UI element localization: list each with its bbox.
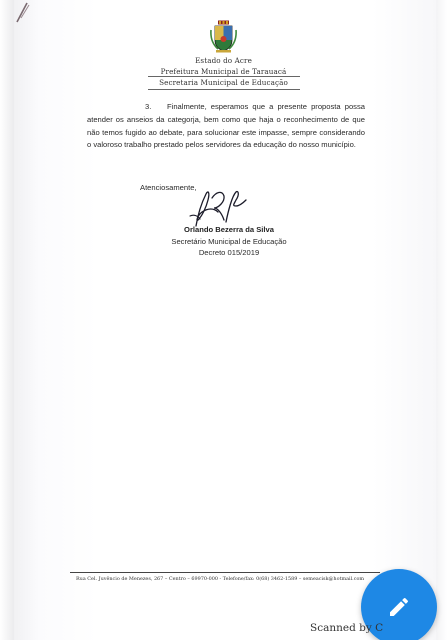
municipal-coat-of-arms-icon <box>210 20 237 53</box>
footer-divider <box>70 572 380 573</box>
pencil-edit-icon <box>387 595 411 619</box>
closing-salutation: Atenciosamente, <box>140 183 197 192</box>
paragraph-opening: Finalmente, esperamos que a presente proposta <box>167 102 341 111</box>
signer-title: Secretário Municipal de Educação <box>171 236 287 246</box>
document-page <box>14 0 436 640</box>
item-number: 3. <box>145 102 152 111</box>
footer-address: Rua Cel. Juvêncio de Menezes, 267 – Centro – 69970-000 - Telefone/fax: 0(68) 3462-1589 – semeacisk@hotmail.com <box>76 576 365 582</box>
paragraph-continuation: possa atender os anseios da categorja, bem como que haja o reconhecimento de que não temos fugido ao debate, para solucionar este impasse, sempre considerando o valoroso trabalho prestado pelos servidores da educação do nosso município. <box>87 102 365 150</box>
signer-name: Orlando Bezerra da Silva <box>184 225 274 234</box>
signer-decree: Decreto 015/2019 <box>198 248 260 257</box>
page-edge-right <box>436 0 447 640</box>
corner-pen-mark <box>14 2 30 24</box>
signature-block <box>150 224 308 259</box>
paragraph-item-3 <box>87 101 365 152</box>
header-state-name: Estado do Acre <box>195 56 252 65</box>
scanner-watermark: Scanned by C <box>310 622 384 634</box>
header-secretariat-name: Secretaria Municipal de Educação <box>159 78 288 87</box>
header-prefecture-name: Prefeitura Municipal de Tarauacá <box>160 67 287 76</box>
header-divider <box>148 76 300 77</box>
page-edge-left <box>0 0 14 640</box>
header-divider <box>148 89 300 90</box>
